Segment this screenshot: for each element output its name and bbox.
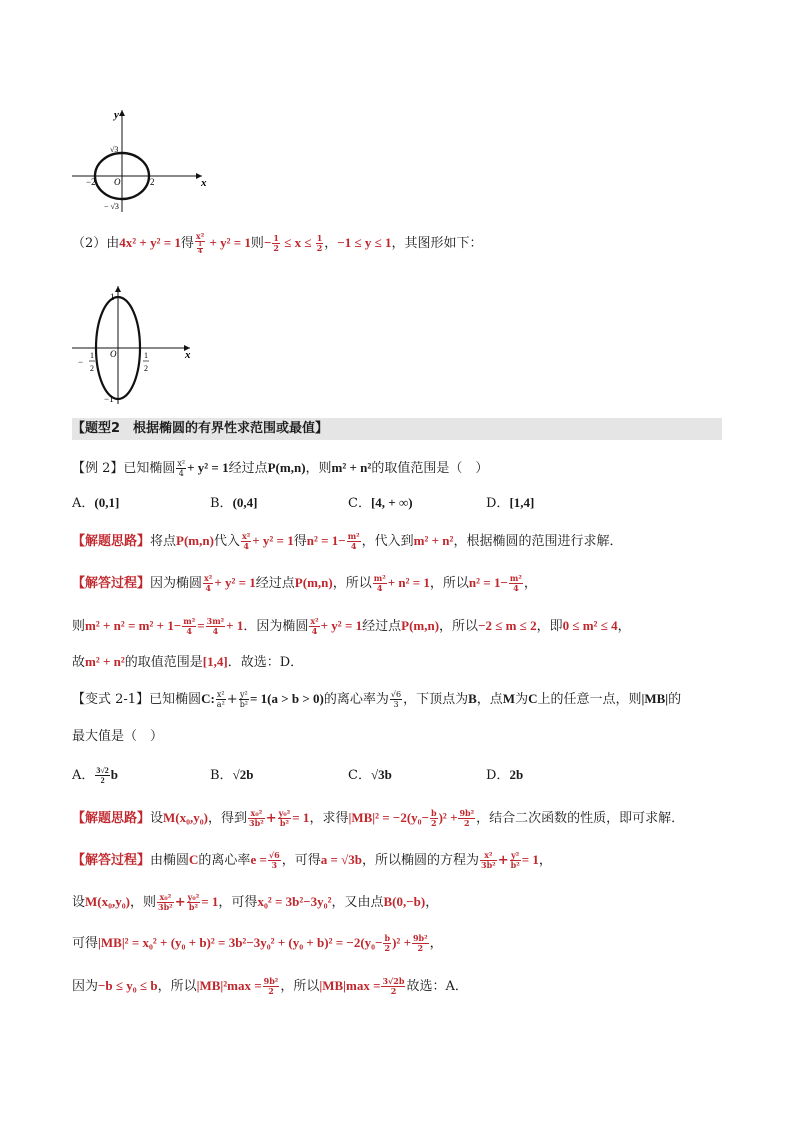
ex2-option-c[interactable]: C．[4, + ∞) bbox=[348, 495, 413, 511]
svg-text:1: 1 bbox=[144, 351, 148, 360]
var21-solution-line2: 设M(x₀,y₀)，则 $\frac{\text{x₀²}}{\text{3b²}}$ + $\frac{\text{y₀²}}{\text{b²}}$ = 1，可得x₀² = 3b²−3y₀²，又由点B(0,−b)， bbox=[72, 892, 439, 912]
var21-option-d[interactable]: D．2b bbox=[486, 767, 524, 783]
var21-solution-line1: 【解答过程】由椭圆C的离心率e = $\frac{√6}{3}$ ，可得a = √3b，所以椭圆的方程为 $\frac{\text{x²}}{\text{3b²}}$ + $\frac{\text{y²}}{\text{b²}}$ = 1， bbox=[72, 850, 552, 870]
ex2-option-d[interactable]: D．[1,4] bbox=[486, 495, 535, 511]
graph1-origin: O bbox=[114, 177, 121, 187]
var21-question: 【变式 2-1】已知椭圆C: $\frac{\text{x²}}{\text{a²}}$ + $\frac{\text{y²}}{\text{b²}}$ = 1(a > b > 0)的离心率为 $\frac{√6}{3}$ ，下顶点为B，点M为C上的任意一点，则|MB|的 bbox=[72, 690, 682, 709]
var21-idea: 【解题思路】设M(x₀,y₀)，得到 $\frac{\text{x₀²}}{\text{3b²}}$ + $\frac{\text{y₀²}}{\text{b²}}$ = 1，求得|MB|² = −2(y₀− $\frac{b}{2}$ )² + $\frac{\text{9b²}}{2}$ ，结合二次函数的性质，即可求解． bbox=[72, 808, 685, 828]
section-banner: 【题型2 根据椭圆的有界性求范围或最值】 bbox=[72, 418, 722, 440]
ex2-solution-line1: 【解答过程】因为椭圆 $\frac{\text{x²}}{4}$ + y² = 1经过点P(m,n)，所以 $\frac{\text{m²}}{4}$ + n² = 1，所以n² = 1− $\frac{\text{m²}}{4}$ ， bbox=[72, 573, 537, 593]
var21-option-c[interactable]: C．√3b bbox=[348, 767, 392, 783]
var21-option-a[interactable]: A． $\frac{3√2}{2}$ b bbox=[72, 766, 119, 785]
var21-question-line2: 最大值是（ ） bbox=[72, 729, 164, 744]
graph2-x-label: x bbox=[185, 349, 191, 361]
ellipse-graph-2 bbox=[72, 282, 202, 406]
ex2-idea: 【解题思路】将点P(m,n)代入 $\frac{\text{x²}}{4}$ + y² = 1得n² = 1− $\frac{\text{m²}}{4}$ ，代入到m² + n²，根据椭圆的范围进行求解． bbox=[72, 531, 623, 551]
svg-text:2: 2 bbox=[144, 364, 148, 373]
var21-option-b[interactable]: B．√2b bbox=[210, 767, 254, 783]
svg-text:1: 1 bbox=[90, 351, 94, 360]
var21-solution-line4: 因为−b ≤ y₀ ≤ b，所以|MB|²max = $\frac{\text{9b²}}{2}$ ，所以|MB|max = $\frac{3√2b}{2}$ 故选：A． bbox=[72, 976, 468, 996]
graph1-x-pos: 2 bbox=[150, 177, 155, 187]
graph1-x-neg: −2 bbox=[86, 177, 96, 187]
var21-solution-line3: 可得|MB|² = x₀² + (y₀ + b)² = 3b²−3y₀² + (y₀ + b)² = −2(y₀− $\frac{b}{2}$ )² + $\frac{\text{9b²}}{2}$ ， bbox=[72, 933, 443, 953]
graph1-y-label: y bbox=[114, 109, 119, 121]
graph1-y-neg: − √3 bbox=[104, 202, 119, 211]
svg-text:2: 2 bbox=[90, 364, 94, 373]
ellipse-graph-1 bbox=[66, 104, 216, 216]
ex2-solution-line2: 则m² + n² = m² + 1− $\frac{\text{m²}}{4}$ = $\frac{\text{3m²}}{4}$ + 1．因为椭圆 $\frac{\text{x²}}{4}$ + y² = 1经过点P(m,n)，所以−2 ≤ m ≤ 2，即0 ≤ m² ≤ 4， bbox=[72, 616, 631, 636]
graph2-y-bot: −1 bbox=[104, 394, 114, 404]
graph2-origin: O bbox=[110, 349, 117, 359]
part2-line: （2）由4x² + y² = 1得 $\frac{\text{x²}}{\frac{1}{4}}$ + y² = 1则− $\frac{1}{2}$ ≤ x ≤ $\frac{1}{2}$ ，−1 ≤ y ≤ 1，其图形如下： bbox=[72, 231, 483, 255]
ex2-question: 【例 2】已知椭圆 $\frac{\text{x²}}{4}$ + y² = 1经过点P(m,n)，则m² + n²的取值范围是（ ） bbox=[72, 459, 489, 478]
ex2-option-b[interactable]: B．(0,4] bbox=[210, 495, 258, 511]
graph2-y-top: 1 bbox=[110, 292, 115, 302]
ex2-solution-line3: 故m² + n²的取值范围是[1,4]．故选：D． bbox=[72, 654, 304, 670]
ex2-option-a[interactable]: A．(0,1] bbox=[72, 495, 120, 511]
graph1-y-pos: √3 bbox=[110, 145, 119, 154]
graph1-x-label: x bbox=[201, 177, 207, 189]
graph2-x-neg: − bbox=[78, 357, 84, 367]
